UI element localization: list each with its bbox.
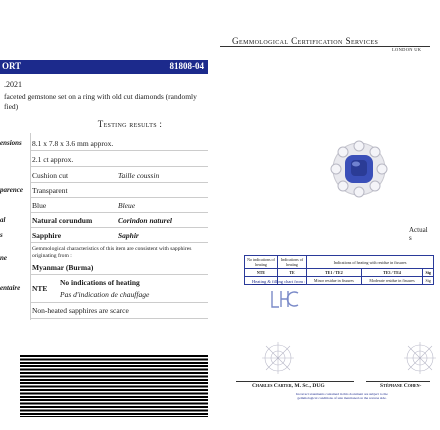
origin-note: Gemmological characteristics of this item are consistent with sapphires originating from : <box>32 246 192 259</box>
heating-chart-caption: Heating & filling chart from : <box>252 279 306 284</box>
weight-value: 2.1 ct approx. <box>32 155 74 164</box>
row-separator <box>30 182 208 183</box>
material-value-fr: Corindon naturel <box>118 216 172 225</box>
fine-print-margin <box>0 355 20 417</box>
brand-title: Gemmological Certification Services <box>232 36 379 46</box>
transparency-value: Transparent <box>32 186 68 195</box>
row-separator <box>30 197 208 198</box>
signature-line-right <box>366 381 430 382</box>
code-te1-te2: TE1 / TE2 <box>307 269 362 277</box>
row-label-origin: ne <box>0 254 7 262</box>
header-heating-residue: Indications of heating with residue in fissures <box>307 256 434 269</box>
row-label-transparency: parence <box>0 186 23 194</box>
report-number: 81808-04 <box>169 61 204 71</box>
description-line-2: fied) <box>4 102 19 111</box>
row-separator <box>30 242 208 243</box>
origin-value: Myanmar (Burma) <box>32 263 94 272</box>
colour-value-fr: Bleue <box>118 201 136 210</box>
brand-subtitle: LONDON UK <box>392 47 422 52</box>
heating-code: NTE <box>32 284 48 293</box>
footnote: Non-heated sapphires are scarce <box>32 306 129 315</box>
heating-text-fr: Pas d'indication de chauffage <box>60 290 150 299</box>
code-sig: Sig <box>423 269 434 277</box>
row-separator <box>30 302 208 303</box>
testing-results-title: Testing results : <box>97 119 163 129</box>
row-label-species: s <box>0 231 3 239</box>
heating-text-en: No indications of heating <box>60 278 140 287</box>
row-label-dimensions: ensions <box>0 139 22 147</box>
row-separator <box>30 318 208 319</box>
dimensions-value: 8.1 x 7.8 x 3.6 mm approx. <box>32 139 114 148</box>
description-line-1: faceted gemstone set on a ring with old cut diamonds (randomly <box>4 92 197 101</box>
header-no-heating: No indications of heating <box>245 256 278 269</box>
code-nte: NTE <box>245 269 278 277</box>
row-label-material: al <box>0 216 6 224</box>
cut-value: Cushion cut <box>32 171 69 180</box>
seal-emblem-right <box>400 340 440 376</box>
row-separator <box>30 227 208 228</box>
row-separator <box>30 150 208 151</box>
species-value-fr: Saphir <box>118 231 139 240</box>
legal-notice: Incorrect statements contained in this document are subject to the gemmological conditions of sale mentioned on the reverse side. <box>296 392 388 401</box>
species-value: Sapphire <box>32 231 62 240</box>
report-date: .2021 <box>4 80 22 89</box>
code-te3-te4: TE3 / TE4 <box>361 269 423 277</box>
signatory-left: Charles Carter, M. Sc., DUG <box>252 383 325 389</box>
code-te: TE <box>278 269 307 277</box>
colour-value: Blue <box>32 201 47 210</box>
cut-value-fr: Taille coussin <box>118 171 160 180</box>
note-sig: Sig <box>423 277 434 285</box>
image-caption: Actual s <box>409 226 428 242</box>
signatory-right: Stéphane Cohen- <box>380 383 422 389</box>
fine-print-terms <box>0 355 208 417</box>
row-label-comment: entaire <box>0 284 21 292</box>
note-minor: Minor residue in fissures <box>307 277 362 285</box>
row-separator <box>30 166 208 167</box>
note-moderate: Moderate residue in fissures <box>361 277 423 285</box>
seal-emblem-left <box>258 340 298 376</box>
signature-line-left <box>236 381 354 382</box>
ring-photo <box>330 140 388 198</box>
row-separator <box>30 212 208 213</box>
material-value: Natural corundum <box>32 216 93 225</box>
report-header-bar <box>0 60 208 74</box>
lhc-logo <box>270 289 300 309</box>
header-heating: Indications of heating <box>278 256 307 269</box>
row-separator <box>30 274 208 275</box>
report-title: ORT <box>2 61 22 71</box>
